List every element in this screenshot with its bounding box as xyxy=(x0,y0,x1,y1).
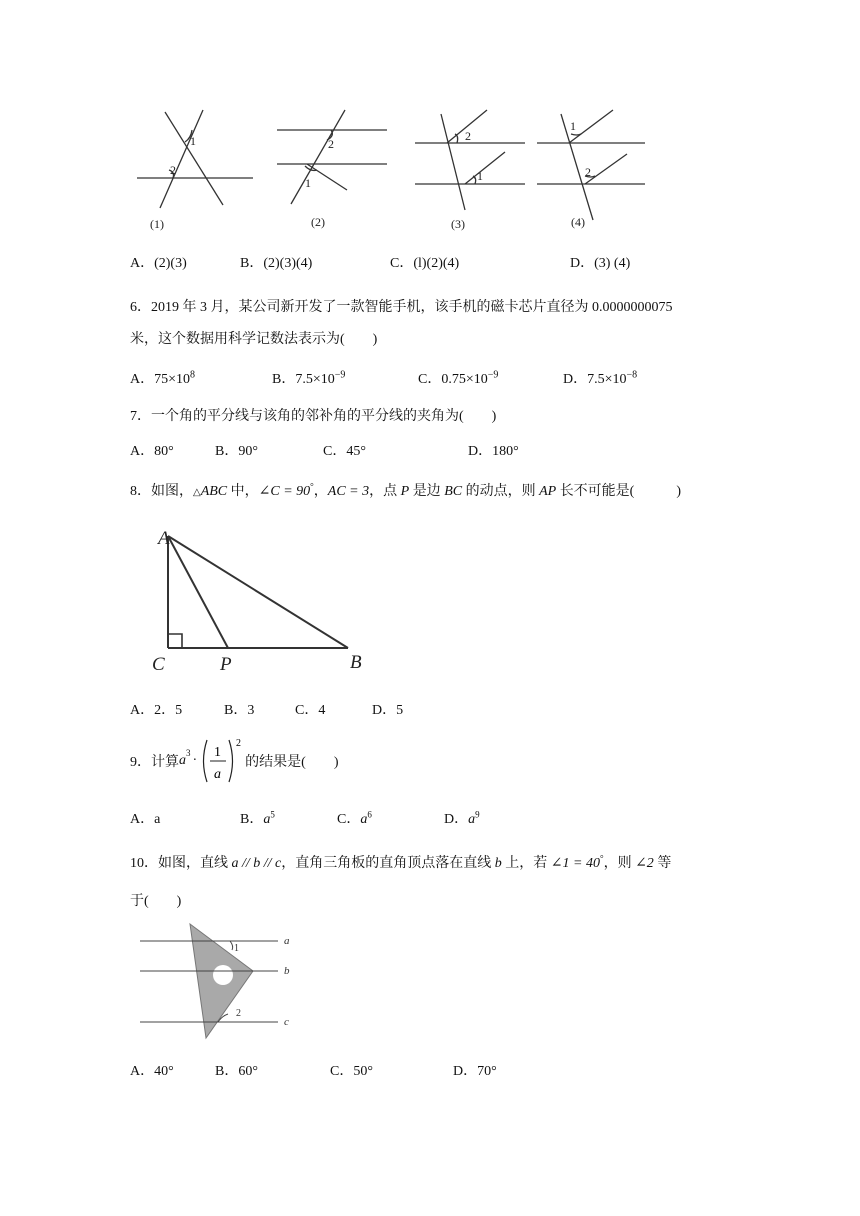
q6-line1: 6．2019 年 3 月，某公司新开发了一款智能手机，该手机的磁卡芯片直径为 0.0000000075 xyxy=(130,300,673,315)
q6-a-exp: 8 xyxy=(190,369,196,381)
q6-option-a[interactable] xyxy=(130,368,195,388)
q10-mid3: ，则 xyxy=(603,856,636,871)
q9-suffix: 的结果是( ) xyxy=(245,755,339,770)
fig-label-1: (1) xyxy=(150,217,164,231)
q9-option-d[interactable] xyxy=(444,808,480,828)
q9-b-exp: 5 xyxy=(270,809,275,820)
q6-d-label: D． xyxy=(563,372,588,387)
q9-exp3: 3 xyxy=(186,748,191,758)
q8-option-c[interactable]: C．4 xyxy=(295,703,326,718)
q8-label-p: P xyxy=(220,654,232,674)
q10-option-d[interactable]: D．70° xyxy=(453,1064,497,1079)
q9-b-base: a xyxy=(263,812,271,827)
q10-line1 xyxy=(130,852,671,872)
q5-figures xyxy=(125,100,665,240)
q10-mark-2: 2 xyxy=(236,1008,241,1019)
q8-mid3: 是边 xyxy=(409,484,445,499)
q8-triangle-figure xyxy=(148,524,378,674)
f2-angle-1: 1 xyxy=(305,176,311,190)
q9-c-exp: 6 xyxy=(367,809,372,820)
f4-angle-2: 2 xyxy=(585,165,591,179)
q6-b-exp: −9 xyxy=(334,369,346,381)
q9-exp2: 2 xyxy=(236,738,242,749)
q6-c-base: 0.75×10 xyxy=(441,372,488,387)
q10-label-a: a xyxy=(284,935,290,947)
q8-mid2: ，点 xyxy=(369,484,401,499)
q5-option-c[interactable]: C．(l)(2)(4) xyxy=(390,256,460,271)
q7-option-d[interactable]: D．180° xyxy=(468,444,519,459)
q9-a-label: A．a xyxy=(130,812,161,827)
q7-option-c[interactable]: C．45° xyxy=(323,444,366,459)
fig-label-3: (3) xyxy=(451,217,465,231)
q6-c-label: C． xyxy=(418,372,442,387)
q10-degree: ° xyxy=(599,853,604,864)
q8-option-b[interactable]: B．3 xyxy=(224,703,255,718)
q8-mid4: 的动点，则 xyxy=(462,484,540,499)
q9-text xyxy=(130,736,339,786)
q8-label-c: C xyxy=(152,654,165,674)
q9-d-base: a xyxy=(468,812,476,827)
q8-ap: AP xyxy=(539,484,557,499)
q10-suffix1: 等 xyxy=(653,856,672,871)
q5-option-b[interactable]: B．(2)(3)(4) xyxy=(240,256,313,271)
q8-ac: AC = 3 xyxy=(327,484,370,499)
q6-a-base: 75×10 xyxy=(154,372,191,387)
q10-figure xyxy=(138,920,308,1042)
q8-label-b: B xyxy=(350,652,362,673)
q9-prefix: 9．计算 xyxy=(130,755,179,770)
q10-mid2: 上，若 xyxy=(501,856,551,871)
f4-angle-1: 1 xyxy=(570,119,576,133)
q6-option-d[interactable] xyxy=(563,368,637,388)
q8-abc: ABC xyxy=(200,484,228,499)
q8-angle-c: ∠C = 90 xyxy=(258,484,311,499)
q6-d-base: 7.5×10 xyxy=(587,372,627,387)
q8-bc: BC xyxy=(444,484,463,499)
f2-angle-2: 2 xyxy=(328,137,334,151)
q6-b-label: B． xyxy=(272,372,296,387)
q9-denominator: a xyxy=(214,767,222,782)
q10-angle2: ∠2 xyxy=(635,856,654,871)
q9-d-label: D． xyxy=(444,812,469,827)
q9-numerator: 1 xyxy=(214,745,222,760)
q9-option-a[interactable] xyxy=(130,808,160,828)
q8-degree: ° xyxy=(310,481,314,492)
q5-option-a[interactable]: A．(2)(3) xyxy=(130,256,187,271)
q8-p: P xyxy=(400,484,410,499)
q10-mid1: ，直角三角板的直角顶点落在直线 xyxy=(281,856,495,871)
q8-triangle-symbol: △ xyxy=(193,487,201,498)
q8-label-a: A xyxy=(158,528,170,549)
q8-prefix: 8．如图， xyxy=(130,484,193,499)
f1-angle-1: 1 xyxy=(190,134,196,148)
q7-text: 7．一个角的平分线与该角的邻补角的平分线的夹角为( ) xyxy=(130,409,497,424)
q9-a: a xyxy=(179,753,186,768)
q9-b-label: B． xyxy=(240,812,264,827)
f3-angle-2: 2 xyxy=(465,129,471,143)
q6-d-exp: −8 xyxy=(626,369,638,381)
q10-option-a[interactable]: A．40° xyxy=(130,1064,174,1079)
q7-option-a[interactable]: A．80° xyxy=(130,444,174,459)
q8-sep: ， xyxy=(313,484,328,499)
fig-label-4: (4) xyxy=(571,215,585,229)
q10-angle1: ∠1 = 40 xyxy=(550,856,600,871)
q6-b-base: 7.5×10 xyxy=(295,372,335,387)
q9-d-exp: 9 xyxy=(475,809,480,820)
q10-parallel: a // b // c xyxy=(231,856,282,871)
fig-label-2: (2) xyxy=(311,215,325,229)
q10-b: b xyxy=(494,856,502,871)
q10-label-b: b xyxy=(284,965,290,977)
q8-mid1: 中， xyxy=(227,484,259,499)
q9-c-base: a xyxy=(360,812,368,827)
q6-a-label: A． xyxy=(130,372,155,387)
q9-fraction xyxy=(199,736,245,786)
q5-option-d[interactable]: D．(3) (4) xyxy=(570,256,631,271)
q9-option-b[interactable] xyxy=(240,808,275,828)
q6-c-exp: −9 xyxy=(487,369,499,381)
q8-option-d[interactable]: D．5 xyxy=(372,703,404,718)
q10-option-b[interactable]: B．60° xyxy=(215,1064,258,1079)
q9-c-label: C． xyxy=(337,812,361,827)
q8-suffix: 长不可能是( ) xyxy=(556,484,682,499)
q9-option-c[interactable] xyxy=(337,808,372,828)
q6-option-b[interactable] xyxy=(272,368,345,388)
q10-option-c[interactable]: C．50° xyxy=(330,1064,373,1079)
q8-option-a[interactable]: A．2．5 xyxy=(130,703,183,718)
q7-option-b[interactable]: B．90° xyxy=(215,444,258,459)
q6-option-c[interactable] xyxy=(418,368,498,388)
f3-angle-1: 1 xyxy=(477,169,483,183)
q10-line2: 于( ) xyxy=(130,894,182,909)
q6-line2: 米，这个数据用科学记数法表示为( ) xyxy=(130,332,378,347)
q9-dot: · xyxy=(192,753,198,768)
f1-angle-2: 2 xyxy=(170,163,176,177)
q10-mark-1: 1 xyxy=(234,943,239,954)
q8-text xyxy=(130,480,681,500)
q10-prefix: 10．如图，直线 xyxy=(130,856,232,871)
q10-label-c: c xyxy=(284,1016,289,1028)
